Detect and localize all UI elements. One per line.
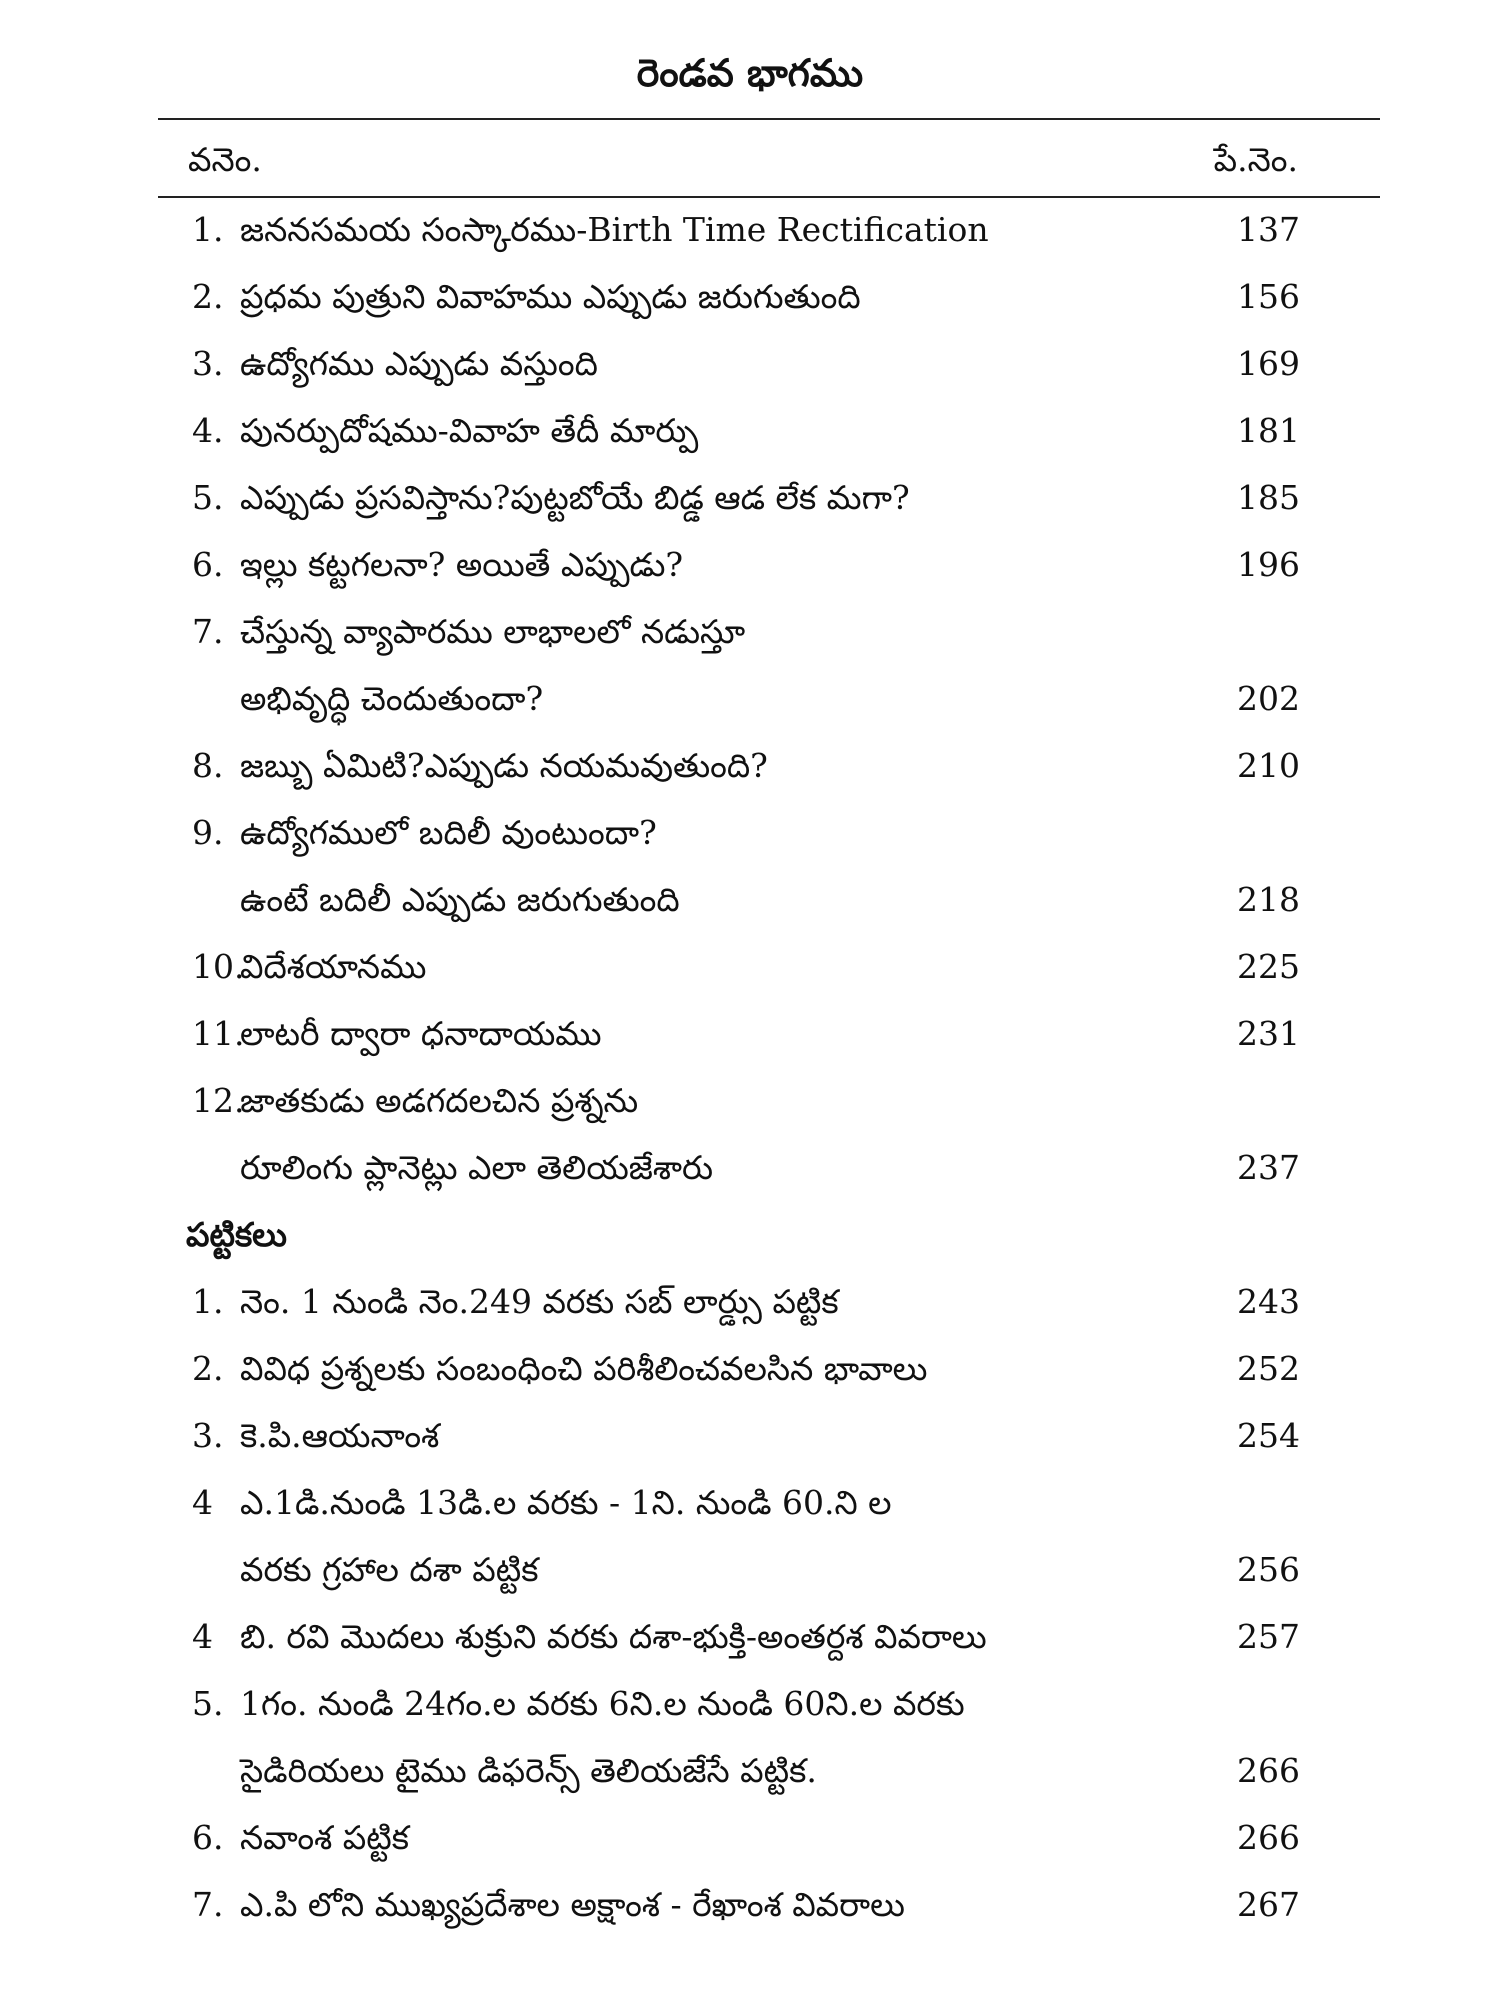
- toc-entry: [0, 531, 1500, 598]
- header-serial-label: వనెం.: [188, 140, 262, 179]
- entry-number: 11.: [192, 1014, 245, 1053]
- entry-number: 6.: [192, 545, 224, 584]
- entry-title: నెం. 1 నుండి నెం.249 వరకు సబ్ లార్డ్సు పట్టిక: [240, 1282, 839, 1321]
- page-title: రెండవ భాగము: [636, 50, 864, 95]
- entry-title: ఎప్పుడు ప్రసవిస్తాను?పుట్టబోయే బిడ్డ ఆడ లేక మగా?: [240, 478, 910, 517]
- toc-entry: [0, 799, 1500, 866]
- entry-number: 2.: [192, 1349, 224, 1388]
- entry-number: 1.: [192, 210, 224, 249]
- entry-title: వరకు గ్రహాల దశా పట్టిక: [240, 1550, 539, 1589]
- toc-entry-continued: [0, 1134, 1500, 1201]
- table-entry-continued: [0, 1536, 1500, 1603]
- section-heading-row: [0, 1201, 1500, 1268]
- entry-title: వివిధ ప్రశ్నలకు సంబంధించి పరిశీలించవలసిన భావాలు: [240, 1349, 928, 1388]
- entry-page: 231: [1237, 1014, 1300, 1053]
- toc-entry-continued: [0, 866, 1500, 933]
- entry-title: జబ్బు ఏమిటి?ఎప్పుడు నయమవుతుంది?: [240, 746, 768, 785]
- entry-page: 252: [1237, 1349, 1300, 1388]
- table-entry: [0, 1335, 1500, 1402]
- entry-title: ఉద్యోగము ఎప్పుడు వస్తుంది: [240, 344, 598, 383]
- entry-number: 7.: [192, 1885, 224, 1924]
- entry-number: 8.: [192, 746, 224, 785]
- entry-title: 1గం. నుండి 24గం.ల వరకు 6ని.ల నుండి 60ని.ల వరకు: [240, 1684, 965, 1723]
- section-heading: పట్టికలు: [186, 1215, 287, 1254]
- entry-title: అభివృద్ధి చెందుతుందా?: [240, 679, 544, 718]
- entry-title: బి. రవి మొదలు శుక్రుని వరకు దశా-భుక్తి-అంతర్దశ వివరాలు: [240, 1617, 987, 1656]
- entry-page: 169: [1237, 344, 1300, 383]
- entry-number: 5.: [192, 478, 224, 517]
- entry-page: 225: [1237, 947, 1300, 986]
- entry-page: 243: [1237, 1282, 1300, 1321]
- entry-page: 196: [1237, 545, 1300, 584]
- entry-page: 156: [1237, 277, 1300, 316]
- entry-title: లాటరీ ద్వారా ధనాదాయము: [240, 1014, 602, 1053]
- entry-page: 237: [1237, 1148, 1300, 1187]
- entry-number: 2.: [192, 277, 224, 316]
- entry-page: 267: [1237, 1885, 1300, 1924]
- entry-page: 266: [1237, 1818, 1300, 1857]
- toc-entry: [0, 196, 1500, 263]
- entry-title: జననసమయ సంస్కారము-Birth Time Rectification: [240, 210, 989, 249]
- entry-title: జాతకుడు అడగదలచిన ప్రశ్నను: [240, 1081, 639, 1120]
- entry-number: 9.: [192, 813, 224, 852]
- entry-number: 10.: [192, 947, 245, 986]
- toc-entry: [0, 330, 1500, 397]
- entry-title: ప్రధమ పుత్రుని వివాహము ఎప్పుడు జరుగుతుంది: [240, 277, 861, 316]
- entry-page: 210: [1237, 746, 1300, 785]
- contents-list: [0, 196, 1500, 1938]
- entry-page: 202: [1237, 679, 1300, 718]
- entry-number: 6.: [192, 1818, 224, 1857]
- entry-number: 4.: [192, 411, 224, 450]
- entry-title: ఉంటే బదిలీ ఎప్పుడు జరుగుతుంది: [240, 880, 680, 919]
- table-entry: [0, 1804, 1500, 1871]
- entry-title: చేస్తున్న వ్యాపారము లాభాలలో నడుస్తూ: [240, 612, 746, 651]
- toc-entry: [0, 397, 1500, 464]
- entry-page: 218: [1237, 880, 1300, 919]
- entry-number: 1.: [192, 1282, 224, 1321]
- entry-title: ఎ.పి లోని ముఖ్యప్రదేశాల అక్షాంశ - రేఖాంశ వివరాలు: [240, 1885, 905, 1924]
- entry-title: ఇల్లు కట్టగలనా? అయితే ఎప్పుడు?: [240, 545, 684, 584]
- entry-title: పునర్పుదోషము-వివాహ తేదీ మార్పు: [240, 411, 699, 450]
- entry-page: 266: [1237, 1751, 1300, 1790]
- table-entry: [0, 1402, 1500, 1469]
- header-page-label: పే.నెం.: [1213, 140, 1298, 179]
- entry-number: 5.: [192, 1684, 224, 1723]
- entry-page: 137: [1237, 210, 1300, 249]
- toc-entry: [0, 263, 1500, 330]
- toc-entry: [0, 464, 1500, 531]
- entry-page: 257: [1237, 1617, 1300, 1656]
- table-entry: [0, 1603, 1500, 1670]
- entry-page: 256: [1237, 1550, 1300, 1589]
- table-entry-continued: [0, 1737, 1500, 1804]
- table-entry: [0, 1871, 1500, 1938]
- toc-entry: [0, 933, 1500, 1000]
- top-rule: [158, 118, 1380, 120]
- table-entry: [0, 1469, 1500, 1536]
- table-entry: [0, 1268, 1500, 1335]
- table-entry: [0, 1670, 1500, 1737]
- entry-title: నవాంశ పట్టిక: [240, 1818, 409, 1857]
- entry-number: 3.: [192, 1416, 224, 1455]
- entry-number: 7.: [192, 612, 224, 651]
- entry-number: 4: [192, 1483, 213, 1522]
- entry-title: రూలింగు ప్లానెట్లు ఎలా తెలియజేశారు: [240, 1148, 714, 1187]
- entry-page: 254: [1237, 1416, 1300, 1455]
- toc-entry: [0, 598, 1500, 665]
- entry-number: 3.: [192, 344, 224, 383]
- entry-title: ఎ.1డి.నుండి 13డి.ల వరకు - 1ని. నుండి 60.ని ల: [240, 1483, 892, 1522]
- entry-number: 12.: [192, 1081, 245, 1120]
- entry-title: సైడిరియలు టైము డిఫరెన్స్ తెలియజేసే పట్టిక.: [240, 1751, 817, 1790]
- entry-title: ఉద్యోగములో బదిలీ వుంటుందా?: [240, 813, 657, 852]
- entry-page: 181: [1237, 411, 1300, 450]
- entry-number: 4: [192, 1617, 213, 1656]
- toc-entry-continued: [0, 665, 1500, 732]
- toc-entry: [0, 732, 1500, 799]
- entry-title: కె.పి.ఆయనాంశ: [240, 1416, 440, 1455]
- toc-entry: [0, 1067, 1500, 1134]
- toc-entry: [0, 1000, 1500, 1067]
- entry-title: విదేశయానము: [240, 947, 427, 986]
- entry-page: 185: [1237, 478, 1300, 517]
